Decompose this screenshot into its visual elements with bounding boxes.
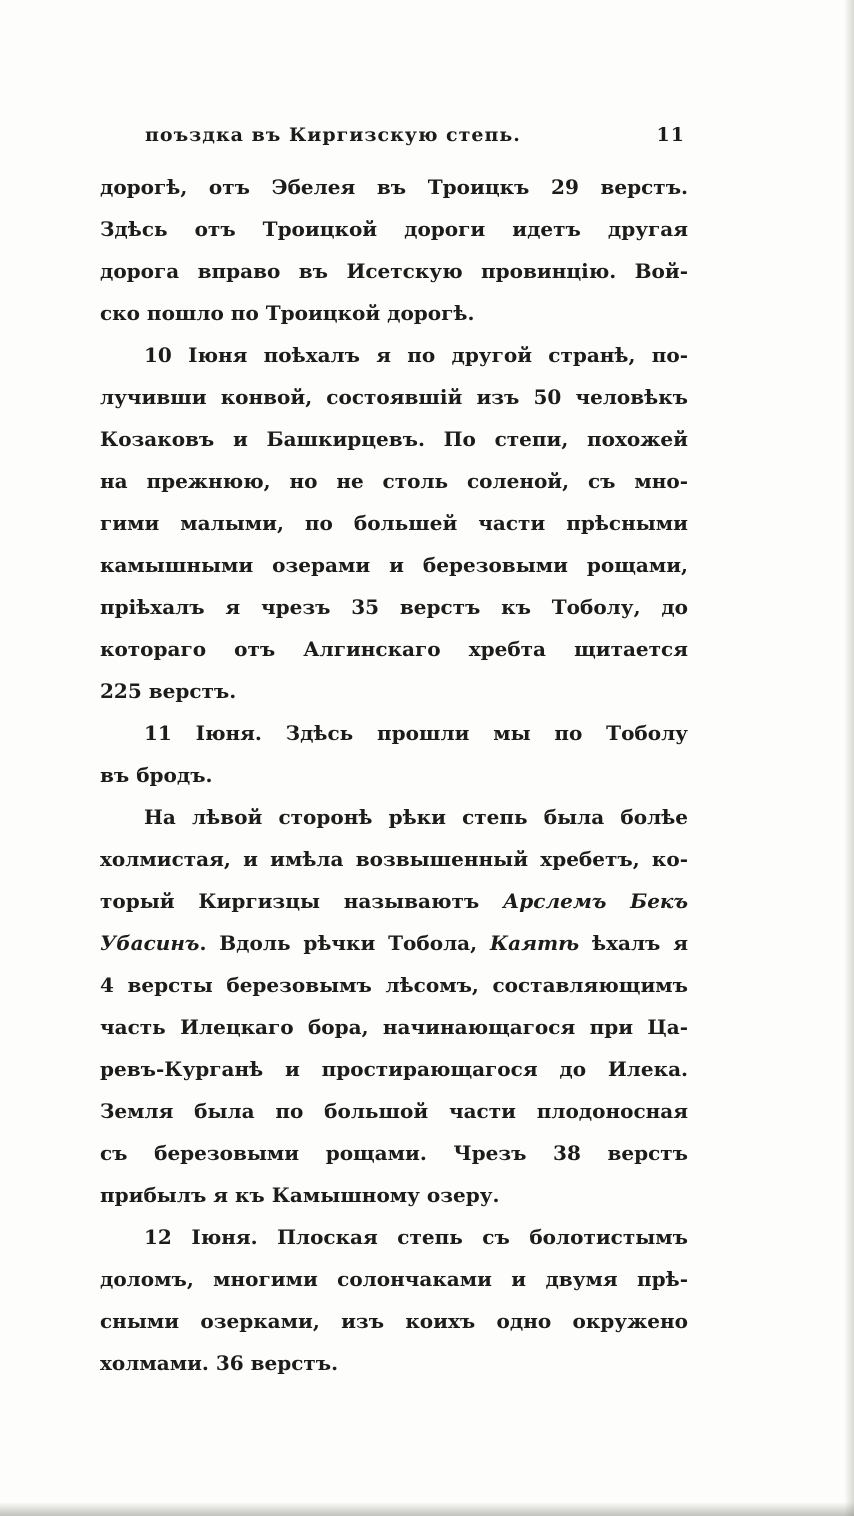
italic-name: Арслемъ Бекъ (503, 889, 688, 913)
text-line: сными озерками, изъ коихъ одно окружено (100, 1309, 688, 1333)
running-head (145, 124, 685, 154)
text-segment: . Вдоль рѣчки Тобола, (199, 931, 490, 955)
text-line: ревъ-Курганѣ и простирающагося до Илека. (100, 1057, 688, 1081)
page-number: 11 (656, 124, 685, 146)
text-line: лучивши конвой, состоявшій изъ 50 человѣкъ (100, 385, 688, 409)
text-line: 4 версты березовымъ лѣсомъ, составляющимъ (100, 973, 688, 997)
text-line: котораго отъ Алгинскаго хребта щитается (100, 637, 688, 661)
text-line: прибылъ я къ Камышному озеру. (100, 1183, 500, 1207)
text-line: Земля была по большой части плодоносная (100, 1099, 688, 1123)
running-head-title: поъздка въ Киргизскую степь. (145, 124, 521, 146)
text-line: камышными озерами и березовыми рощами, (100, 553, 688, 577)
text-line: дорога вправо въ Исетскую провинцію. Вой- (100, 259, 688, 283)
text-segment: торый Киргизцы называютъ (100, 889, 503, 913)
page-edge-shadow (844, 0, 854, 1516)
text-line: въ бродъ. (100, 763, 213, 787)
text-line: дорогѣ, отъ Эбелея въ Троицкъ 29 верстъ. (100, 175, 688, 199)
text-line: ско пошло по Троицкой дорогѣ. (100, 301, 475, 325)
text-line: На лѣвой сторонѣ рѣки степь была болѣе (144, 805, 688, 829)
text-line: холмистая, и имѣла возвышенный хребетъ, ко- (100, 847, 688, 871)
text-segment: ѣхалъ я (579, 931, 689, 955)
text-line: 225 верстъ. (100, 679, 237, 703)
text-line: Здѣсь отъ Троицкой дороги идетъ другая (100, 217, 688, 241)
page-bottom-shadow (0, 1502, 854, 1516)
text-line: пріѣхалъ я чрезъ 35 верстъ къ Тоболу, до (100, 595, 688, 619)
text-line: съ березовыми рощами. Чрезъ 38 верстъ (100, 1141, 688, 1165)
body-text (100, 166, 688, 1384)
text-line: 12 Іюня. Плоская степь съ болотистымъ (144, 1225, 688, 1249)
text-line: 11 Іюня. Здѣсь прошли мы по Тоболу (144, 721, 688, 745)
text-line (100, 922, 688, 964)
text-line: Козаковъ и Башкирцевъ. По степи, похожей (100, 427, 688, 451)
text-line: на прежнюю, но не столь соленой, съ мно- (100, 469, 688, 493)
text-line: холмами. 36 верстъ. (100, 1351, 339, 1375)
text-line (100, 880, 688, 922)
italic-name: Каятѣ (489, 931, 580, 955)
text-line: 10 Іюня поѣхалъ я по другой странѣ, по- (144, 343, 688, 367)
italic-name: Убасинъ (100, 931, 200, 955)
text-line: часть Илецкаго бора, начинающагося при Ца- (100, 1015, 688, 1039)
text-line: доломъ, многими солончаками и двумя прѣ- (100, 1267, 688, 1291)
text-line: гими малыми, по большей части прѣсными (100, 511, 688, 535)
